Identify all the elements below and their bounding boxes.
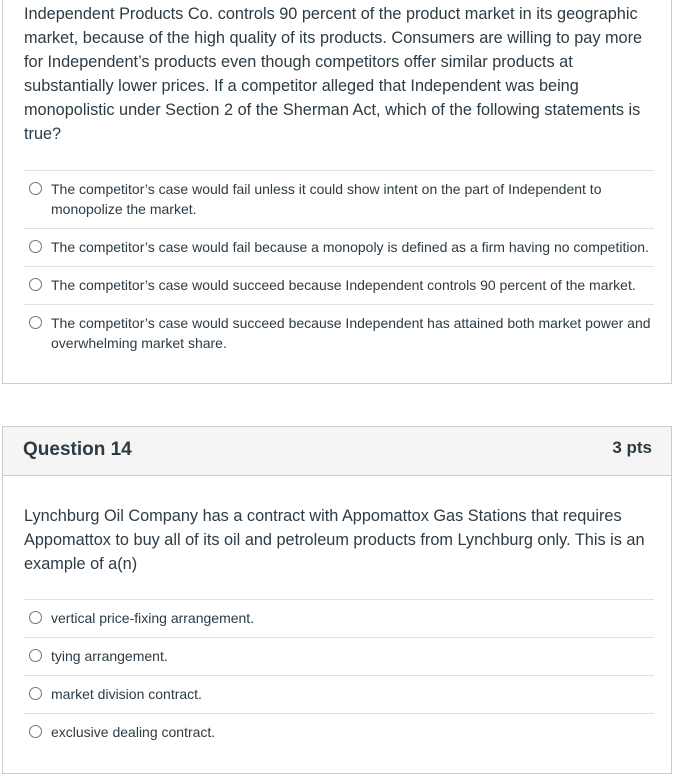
answer-label: exclusive dealing contract. bbox=[51, 724, 216, 740]
question-14-answers bbox=[24, 599, 654, 751]
question-13-text: Independent Products Co. controls 90 percent of the product market in its geographic market, because of the high quality of its products. Consumers are willing to pay more for Independent’s products even though competitors offer similar products at substantially lower prices. If a competitor alleged that Independent was being monopolistic under Section 2 of the Sherman Act, which of the following statements is true? bbox=[24, 5, 643, 143]
answer-option[interactable] bbox=[24, 228, 654, 266]
question-13-answers bbox=[24, 170, 654, 362]
answer-label: The competitor’s case would succeed because Independent has attained both market power and overwhelming market share. bbox=[51, 315, 651, 351]
answer-label: The competitor’s case would succeed because Independent controls 90 percent of the market. bbox=[51, 277, 636, 293]
radio-button[interactable] bbox=[29, 725, 42, 738]
radio-button[interactable] bbox=[29, 278, 42, 291]
question-header bbox=[3, 427, 671, 476]
question-14-text: Lynchburg Oil Company has a contract with Appomattox Gas Stations that requires Appomattox to buy all of its oil and petroleum products from Lynchburg only. This is an example of a(n) bbox=[24, 507, 645, 573]
radio-button[interactable] bbox=[29, 611, 42, 624]
answer-label: market division contract. bbox=[51, 686, 202, 702]
radio-button[interactable] bbox=[29, 240, 42, 253]
question-13-card bbox=[2, 0, 672, 384]
radio-button[interactable] bbox=[29, 182, 42, 195]
radio-button[interactable] bbox=[29, 316, 42, 329]
answer-option[interactable] bbox=[24, 170, 654, 228]
answer-label: The competitor’s case would fail unless it could show intent on the part of Independent to monopolize the market. bbox=[51, 181, 602, 217]
question-points: 3 pts bbox=[612, 438, 652, 457]
answer-label: The competitor’s case would fail because a monopoly is defined as a firm having no competition. bbox=[51, 239, 649, 255]
answer-label: vertical price-fixing arrangement. bbox=[51, 610, 255, 626]
answer-option[interactable] bbox=[24, 675, 654, 713]
answer-option[interactable] bbox=[24, 599, 654, 637]
radio-button[interactable] bbox=[29, 687, 42, 700]
answer-option[interactable] bbox=[24, 266, 654, 304]
answer-option[interactable] bbox=[24, 713, 654, 751]
answer-label: tying arrangement. bbox=[51, 648, 168, 664]
question-14-card bbox=[2, 426, 672, 774]
answer-option[interactable] bbox=[24, 637, 654, 675]
question-title: Question 14 bbox=[23, 439, 132, 460]
radio-button[interactable] bbox=[29, 649, 42, 662]
answer-option[interactable] bbox=[24, 304, 654, 362]
